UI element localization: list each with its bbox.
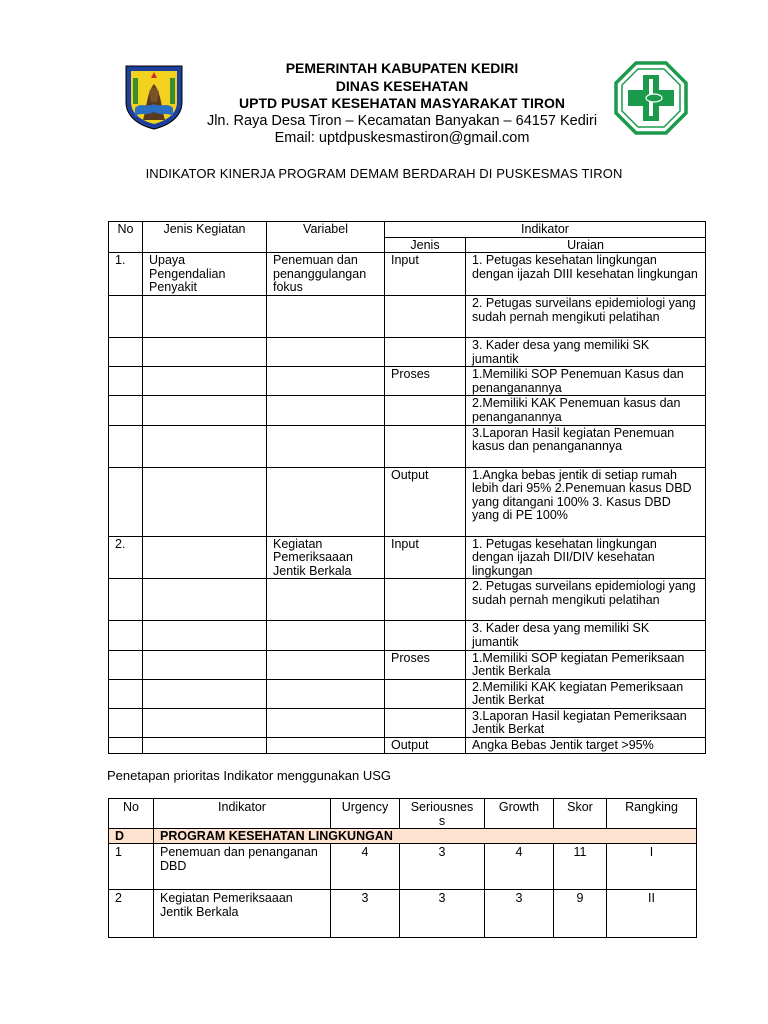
- cell-jenis: Output: [385, 738, 466, 754]
- header-jenis: Jenis: [385, 237, 466, 253]
- cell-variabel: [267, 367, 385, 396]
- cell-no: [109, 396, 143, 425]
- cell-variabel: [267, 467, 385, 536]
- cell-variabel: [267, 337, 385, 366]
- cell-kegiatan: [143, 367, 267, 396]
- table-row: [109, 679, 706, 708]
- cell-jenis: [385, 621, 466, 650]
- table-row: [109, 425, 706, 467]
- cell-variabel: [267, 295, 385, 337]
- cell-uraian: 1.Memiliki SOP kegiatan Pemeriksaan Jentik Berkala: [466, 650, 706, 679]
- cell-jenis: Output: [385, 467, 466, 536]
- cell-no: [109, 650, 143, 679]
- cell-kegiatan: [143, 425, 267, 467]
- table-row: [109, 579, 706, 621]
- cell-no: [109, 295, 143, 337]
- usg-header-indikator: Indikator: [154, 799, 331, 829]
- cell-no: [109, 337, 143, 366]
- cell-kegiatan: [143, 738, 267, 754]
- cell-kegiatan: [143, 679, 267, 708]
- table-header-row: [109, 222, 706, 238]
- cell-variabel: [267, 679, 385, 708]
- cell-uraian: 1. Petugas kesehatan lingkungan dengan ijazah DII/DIV kesehatan lingkungan: [466, 536, 706, 579]
- cell-variabel: [267, 579, 385, 621]
- cell-uraian: Angka Bebas Jentik target >95%: [466, 738, 706, 754]
- letterhead-department: DINAS KESEHATAN: [335, 77, 469, 94]
- usg-cell-indikator: Penemuan dan penanganan DBD: [154, 844, 331, 890]
- header-uraian: Uraian: [466, 237, 706, 253]
- usg-cell-urgency: 3: [331, 890, 400, 938]
- cell-kegiatan: [143, 467, 267, 536]
- table-row: [109, 253, 706, 296]
- usg-table-row: [109, 890, 697, 938]
- cell-uraian: 3.Laporan Hasil kegiatan Penemuan kasus dan penanganannya: [466, 425, 706, 467]
- letterhead-government: PEMERINTAH KABUPATEN KEDIRI: [285, 60, 519, 76]
- program-row: [109, 829, 697, 844]
- cell-jenis: Proses: [385, 650, 466, 679]
- usg-cell-indikator: Kegiatan Pemeriksaaan Jentik Berkala: [154, 890, 331, 938]
- header-jenis-kegiatan: Jenis Kegiatan: [143, 222, 267, 253]
- cell-uraian: 2. Petugas surveilans epidemiologi yang sudah pernah mengikuti pelatihan: [466, 579, 706, 621]
- cell-jenis: [385, 396, 466, 425]
- cell-kegiatan: [143, 708, 267, 737]
- usg-cell-no: 1: [109, 844, 154, 890]
- cell-uraian: 3. Kader desa yang memiliki SK jumantik: [466, 337, 706, 366]
- table-row: [109, 467, 706, 536]
- usg-header-skor: Skor: [554, 799, 607, 829]
- cell-jenis: [385, 579, 466, 621]
- puskesmas-emblem: [614, 61, 688, 135]
- cell-jenis: Input: [385, 253, 466, 296]
- table-row: [109, 396, 706, 425]
- usg-header-row: [109, 799, 697, 829]
- cell-variabel: Penemuan dan penanggulangan fokus: [267, 253, 385, 296]
- cell-uraian: 3.Laporan Hasil kegiatan Pemeriksaan Jentik Berkat: [466, 708, 706, 737]
- table-row: [109, 337, 706, 366]
- table-row: [109, 708, 706, 737]
- cell-no: [109, 467, 143, 536]
- cell-kegiatan: Upaya Pengendalian Penyakit: [143, 253, 267, 296]
- table-row: [109, 621, 706, 650]
- usg-cell-seriousness: 3: [400, 890, 485, 938]
- cell-kegiatan: [143, 536, 267, 579]
- usg-cell-rangking: II: [607, 890, 697, 938]
- cell-variabel: [267, 738, 385, 754]
- cell-no: [109, 367, 143, 396]
- cell-uraian: 1.Angka bebas jentik di setiap rumah lebih dari 95% 2.Penemuan kasus DBD yang ditangani 100% 3. Kasus DBD yang di PE 100%: [466, 467, 706, 536]
- cell-uraian: 1.Memiliki SOP Penemuan Kasus dan penanganannya: [466, 367, 706, 396]
- letterhead-address: Jln. Raya Desa Tiron – Kecamatan Banyakan – 64157 Kediri: [206, 112, 598, 129]
- cell-jenis: [385, 708, 466, 737]
- cell-no: [109, 621, 143, 650]
- cell-variabel: [267, 621, 385, 650]
- usg-header-growth: Growth: [485, 799, 554, 829]
- usg-cell-no: 2: [109, 890, 154, 938]
- letterhead-email: Email: uptdpuskesmastiron@gmail.com: [274, 130, 530, 146]
- usg-caption: Penetapan prioritas Indikator menggunakan USG: [107, 768, 392, 783]
- cell-no: 1.: [109, 253, 143, 296]
- header-indikator: Indikator: [385, 222, 706, 238]
- cell-kegiatan: [143, 621, 267, 650]
- program-code: D: [109, 829, 154, 844]
- usg-header-rangking: Rangking: [607, 799, 697, 829]
- cell-variabel: [267, 396, 385, 425]
- cell-no: [109, 679, 143, 708]
- cell-variabel: [267, 650, 385, 679]
- usg-header-seriousness: Seriousnes s: [400, 799, 485, 829]
- cell-kegiatan: [143, 650, 267, 679]
- cell-jenis: Input: [385, 536, 466, 579]
- indicator-table: [108, 221, 706, 754]
- table-row: [109, 650, 706, 679]
- document-title: INDIKATOR KINERJA PROGRAM DEMAM BERDARAH DI PUSKESMAS TIRON: [145, 166, 623, 181]
- header-variabel: Variabel: [267, 222, 385, 253]
- cell-no: [109, 579, 143, 621]
- usg-header-no: No: [109, 799, 154, 829]
- kediri-regency-emblem: [123, 62, 185, 130]
- cell-variabel: [267, 425, 385, 467]
- cell-uraian: 3. Kader desa yang memiliki SK jumantik: [466, 621, 706, 650]
- table-row: [109, 367, 706, 396]
- cell-no: [109, 425, 143, 467]
- cell-jenis: Proses: [385, 367, 466, 396]
- cell-kegiatan: [143, 337, 267, 366]
- cell-kegiatan: [143, 579, 267, 621]
- cell-no: [109, 708, 143, 737]
- table-row: [109, 295, 706, 337]
- usg-cell-rangking: I: [607, 844, 697, 890]
- program-name: PROGRAM KESEHATAN LINGKUNGAN: [154, 829, 697, 844]
- usg-header-urgency: Urgency: [331, 799, 400, 829]
- cell-jenis: [385, 337, 466, 366]
- cell-jenis: [385, 295, 466, 337]
- cell-kegiatan: [143, 295, 267, 337]
- usg-cell-skor: 9: [554, 890, 607, 938]
- cell-no: [109, 738, 143, 754]
- usg-cell-seriousness: 3: [400, 844, 485, 890]
- usg-cell-urgency: 4: [331, 844, 400, 890]
- table-row: [109, 738, 706, 754]
- cell-uraian: 2.Memiliki KAK Penemuan kasus dan penanganannya: [466, 396, 706, 425]
- usg-cell-growth: 3: [485, 890, 554, 938]
- cell-uraian: 1. Petugas kesehatan lingkungan dengan ijazah DIII kesehatan lingkungan: [466, 253, 706, 296]
- cell-uraian: 2.Memiliki KAK kegiatan Pemeriksaan Jentik Berkat: [466, 679, 706, 708]
- cell-variabel: Kegiatan Pemeriksaaan Jentik Berkala: [267, 536, 385, 579]
- usg-table-row: [109, 844, 697, 890]
- usg-priority-table: [108, 798, 697, 938]
- cell-no: 2.: [109, 536, 143, 579]
- cell-jenis: [385, 679, 466, 708]
- cell-variabel: [267, 708, 385, 737]
- header-no: No: [109, 222, 143, 253]
- cell-jenis: [385, 425, 466, 467]
- cell-kegiatan: [143, 396, 267, 425]
- letterhead: [190, 60, 614, 148]
- usg-cell-skor: 11: [554, 844, 607, 890]
- usg-cell-growth: 4: [485, 844, 554, 890]
- letterhead-institution: UPTD PUSAT KESEHATAN MASYARAKAT TIRON: [239, 95, 565, 111]
- table-row: [109, 536, 706, 579]
- cell-uraian: 2. Petugas surveilans epidemiologi yang sudah pernah mengikuti pelatihan: [466, 295, 706, 337]
